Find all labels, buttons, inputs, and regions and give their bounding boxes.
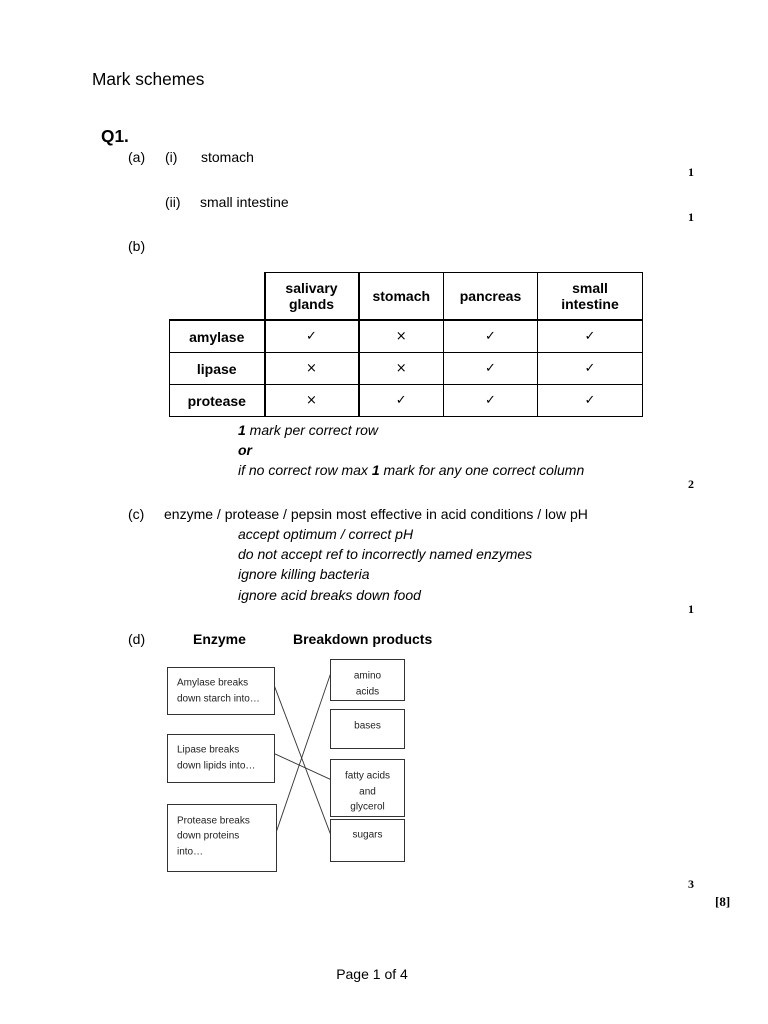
part-b-label: (b) bbox=[128, 238, 146, 254]
table-cell: ✓ bbox=[538, 320, 643, 353]
mark-count: 1 bbox=[238, 422, 246, 438]
table-cell: ✓ bbox=[538, 353, 643, 385]
product-box-text: amino bbox=[353, 670, 382, 682]
column-header-label: small intestine bbox=[561, 280, 619, 312]
match-line bbox=[275, 754, 331, 780]
product-box-text: glycerol bbox=[350, 801, 385, 813]
table-cell: × bbox=[359, 320, 444, 353]
page-footer: Page 1 of 4 bbox=[336, 966, 408, 982]
table-cell: ✓ bbox=[444, 320, 538, 353]
guidance-text: mark per correct row bbox=[245, 422, 379, 438]
product-box-text: sugars bbox=[352, 829, 383, 841]
enzyme-box-text: down starch into… bbox=[177, 693, 260, 705]
part-d-label: (d) bbox=[128, 631, 146, 647]
enzyme-box-text: Amylase breaks bbox=[177, 677, 249, 689]
product-box-sugars bbox=[331, 820, 405, 862]
part-d-marks: 3 bbox=[688, 877, 694, 891]
part-a-ii-label: (ii) bbox=[165, 194, 181, 210]
table-cell: ✓ bbox=[538, 385, 643, 417]
matching-diagram bbox=[160, 650, 420, 878]
enzyme-box-text: into… bbox=[177, 846, 204, 858]
guidance-text: mark for any one correct column bbox=[379, 462, 585, 478]
part-a-ii-marks: 1 bbox=[688, 210, 694, 224]
part-a-i-label: (i) bbox=[165, 149, 178, 165]
part-a-ii-answer: small intestine bbox=[200, 194, 289, 210]
product-box-text: bases bbox=[354, 720, 381, 732]
question-label: Q1. bbox=[101, 126, 129, 146]
mark-count: 1 bbox=[371, 462, 380, 478]
enzyme-box-frame bbox=[168, 668, 275, 715]
part-c-answer: enzyme / protease / pepsin most effective in acid conditions / low pH bbox=[164, 506, 588, 522]
product-box-frame bbox=[331, 820, 405, 862]
breakdown-products-heading: Breakdown products bbox=[293, 631, 433, 647]
enzyme-heading: Enzyme bbox=[193, 631, 246, 647]
product-box-text: and bbox=[359, 786, 376, 798]
part-b-marks: 2 bbox=[688, 477, 694, 491]
part-c-guidance-line: ignore killing bacteria bbox=[238, 566, 370, 582]
product-box-fatty-acids-glycerol bbox=[331, 760, 405, 817]
product-box-bases bbox=[331, 710, 405, 749]
guidance-text: if no correct row max bbox=[238, 462, 372, 478]
column-header-label: pancreas bbox=[459, 288, 522, 304]
part-b-guidance-line-1 bbox=[238, 422, 378, 438]
part-c-label: (c) bbox=[128, 506, 145, 522]
enzyme-box-frame bbox=[168, 735, 275, 783]
table-corner-cell bbox=[170, 273, 265, 321]
part-c-marks: 1 bbox=[688, 602, 694, 616]
enzyme-box-text: down proteins bbox=[177, 830, 240, 842]
part-c-guidance-line: accept optimum / correct pH bbox=[238, 526, 414, 542]
part-b-guidance-line-3 bbox=[238, 462, 584, 478]
table-row bbox=[170, 385, 643, 417]
table-cell: ✓ bbox=[444, 353, 538, 385]
row-label-protease: protease bbox=[170, 385, 265, 417]
table-cell: × bbox=[265, 385, 359, 417]
table-cell: ✓ bbox=[444, 385, 538, 417]
table-row bbox=[170, 353, 643, 385]
column-header-label: stomach bbox=[372, 288, 431, 304]
product-box-text: fatty acids bbox=[344, 770, 391, 782]
part-b-guidance-or: or bbox=[238, 442, 252, 458]
column-header-pancreas bbox=[444, 273, 538, 321]
table-cell: ✓ bbox=[265, 320, 359, 353]
match-line bbox=[277, 674, 331, 831]
page-title: Mark schemes bbox=[92, 69, 205, 89]
enzyme-box-text: Lipase breaks bbox=[177, 744, 240, 756]
enzyme-box-text: Protease breaks bbox=[177, 815, 250, 827]
table-header-row bbox=[170, 273, 643, 321]
product-box-text: acids bbox=[355, 686, 380, 698]
enzyme-box-amylase bbox=[168, 668, 275, 715]
column-header-label: salivary glands bbox=[285, 280, 338, 312]
product-box-amino-acids bbox=[331, 660, 405, 701]
row-label-amylase: amylase bbox=[170, 320, 265, 353]
enzyme-organ-table bbox=[169, 272, 643, 417]
enzyme-box-protease bbox=[168, 805, 277, 872]
part-c-guidance-line: ignore acid breaks down food bbox=[238, 587, 421, 603]
row-label-lipase: lipase bbox=[170, 353, 265, 385]
table-cell: × bbox=[359, 353, 444, 385]
enzyme-box-text: down lipids into… bbox=[177, 760, 256, 772]
part-a-i-marks: 1 bbox=[688, 165, 694, 179]
column-header-small-intestine bbox=[538, 273, 643, 321]
table-cell: ✓ bbox=[359, 385, 444, 417]
part-a-i-answer: stomach bbox=[201, 149, 254, 165]
question-total-marks: [8] bbox=[715, 894, 731, 909]
enzyme-box-lipase bbox=[168, 735, 275, 783]
column-header-stomach bbox=[359, 273, 444, 321]
column-header-salivary-glands bbox=[265, 273, 359, 321]
table-cell: × bbox=[265, 353, 359, 385]
part-a-label: (a) bbox=[128, 149, 146, 165]
table-row bbox=[170, 320, 643, 353]
part-c-guidance-line: do not accept ref to incorrectly named enzymes bbox=[238, 546, 533, 562]
